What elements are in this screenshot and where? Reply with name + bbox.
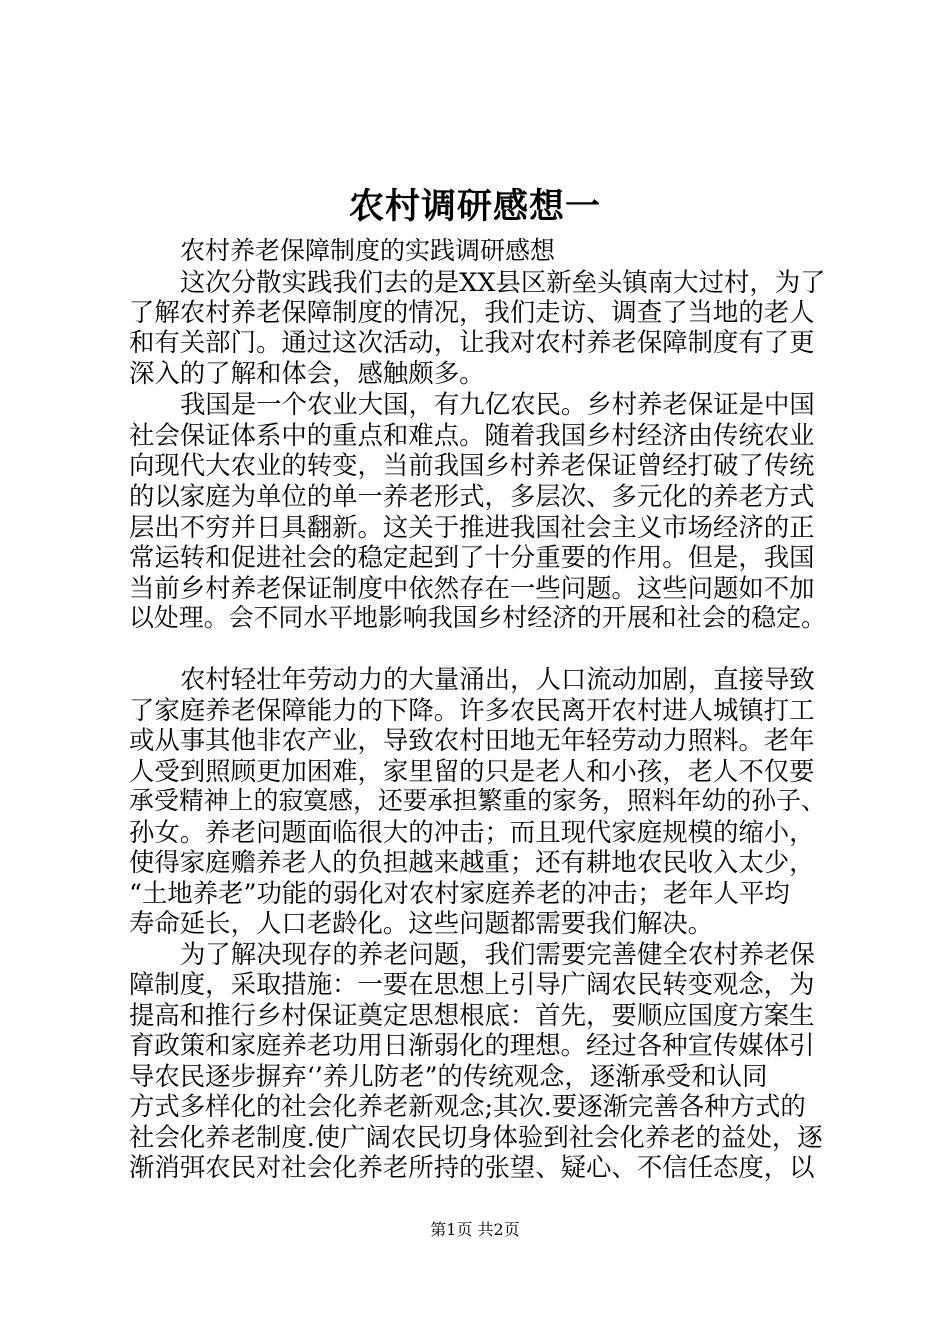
text-line: 和有关部门。通过这次活动，让我对农村养老保障制度有了更 [129,327,815,357]
text-line: 社会化养老制度.使广阔农民切身体验到社会化养老的益处，逐 [129,1122,823,1152]
text-line: 常运转和促进社会的稳定起到了十分重要的作用。但是，我国 [129,542,815,572]
text-line: 我国是一个农业大国，有九亿农民。乡村养老保证是中国 [180,389,815,419]
text-line: 承受精神上的寂寞感，还要承担繁重的家务，照料年幼的孙子、 [129,786,826,815]
text-line: 障制度，采取措施：一要在思想上引导广阔农民转变观念，为 [129,969,815,999]
text-line: 农村轻壮年劳动力的大量涌出，人口流动加剧，直接导致 [180,664,815,694]
text-line: “土地养老”功能的弱化对农村家庭养老的冲击；老年人平均 [129,878,790,908]
text-line: 孙女。养老问题面临很大的冲击；而且现代家庭规模的缩小， [129,817,815,847]
text-line: 了家庭养老保障能力的下降。许多农民离开农村进人城镇打工 [129,695,815,725]
text-line: 了解农村养老保障制度的情况，我们走访、调查了当地的老人 [129,297,815,327]
text-line: 育政策和家庭养老功用日渐弱化的理想。经过各种宣传媒体引 [129,1030,815,1060]
text-line: 导农民逐步摒弃‘’养儿防老”的传统观念，逐渐承受和认同 [129,1061,768,1091]
text-line: 深入的了解和体会，感触颇多。 [129,358,485,388]
page-title: 农村调研感想一 [348,186,601,227]
text-line: 社会保证体系中的重点和难点。随着我国乡村经济由传统农业 [129,420,815,450]
text-line: 向现代大农业的转变，当前我国乡村养老保证曾经打破了传统 [129,450,815,480]
page-footer: 第1页 共2页 [430,1220,520,1239]
text-line: 或从事其他非农产业，导致农村田地无年轻劳动力照料。老年 [129,725,815,755]
text-line: 为了解决现存的养老问题，我们需要完善健全农村养老保 [180,939,815,969]
document-subtitle: 农村养老保障制度的实践调研感想 [180,236,556,265]
text-line: 寿命延长，人口老龄化。这些问题都需要我们解决。 [129,908,713,938]
text-line: 层出不穷并日具翻新。这关于推进我国社会主义市场经济的正 [129,512,815,542]
text-line: 方式多样化的社会化养老新观念;其次.要逐渐完善各种方式的 [129,1091,806,1121]
text-line: 渐消弭农民对社会化养老所持的张望、疑心、不信任态度，以 [129,1152,815,1182]
text-line: 使得家庭赡养老人的负担越来越重；还有耕地农民收入太少， [129,847,815,877]
text-line: 当前乡村养老保证制度中依然存在一些问题。这些问题如不加 [129,573,815,603]
text-line: 人受到照顾更加困难，家里留的只是老人和小孩，老人不仅要 [129,756,815,786]
text-line: 以处理。会不同水平地影响我国乡村经济的开展和社会的稳定。 [129,603,826,632]
text-line: 提高和推行乡村保证奠定思想根底：首先，要顺应国度方案生 [129,1000,815,1030]
text-line: 的以家庭为单位的单一养老形式，多层次、多元化的养老方式 [129,481,815,511]
text-line: 这次分散实践我们去的是XX县区新垒头镇南大过村，为了 [180,267,826,297]
